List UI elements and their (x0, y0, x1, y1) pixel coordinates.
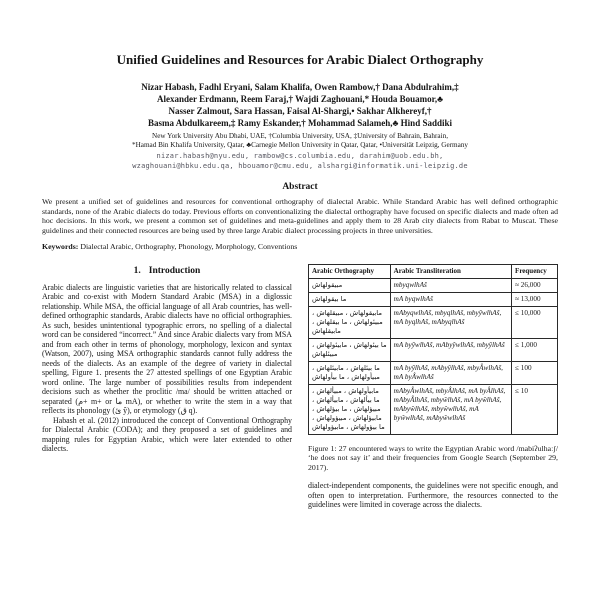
right-column-paragraph: dialect-independent components, the guidelines were not specific enough, and often open to interpretation. Furthermore, the resources connected to the guidelines were limited in coverage across the dialects. (308, 481, 558, 510)
arabic-transliteration-cell: mAbyqwlhAš, mbyqlhAš, mbyŷwlhAš, mA byqlhAš, mAbyqlhAš (390, 306, 511, 338)
abstract-text: We present a unified set of guidelines and resources for conventional orthography of dialectal Arabic. While Standard Arabic has well defined orthographic standards, none of the Arabic dialects do today. Previous efforts on conventionalizing the dialectal orthography have focused on specific dialects and made often ad hoc decisions. In this work, we present a common set of guidelines and meta-guidelines and apply them to 28 Arab city dialects from Rabat to Muscat. These guidelines and their connected resources are being used by three large Arabic dialect processing projects in three universities. (42, 197, 558, 235)
section-title: Introduction (148, 265, 201, 276)
arabic-orthography-cell: مابيأولهاش ، مبيألهاش ، ما بيألهاش ، مابيألهاش ، مبيؤلهاش ، ما بيؤلهاش ، مابيؤلهاش ، مبيؤولهاش ، ما بيؤولهاش ، مابيؤولهاش (309, 384, 391, 434)
email-line: wzaghouani@hbku.edu.qa, hbouamor@cmu.edu, alshargi@informatik.uni-leipzig.de (132, 161, 468, 170)
intro-paragraph-2: Habash et al. (2012) introduced the concept of Conventional Orthography for Dialectal Arabic (CODA); and they proposed a set of guidelines and mapping rules for Egyptian Arabic, which were later extended to other dialects. (42, 415, 292, 454)
email-line: nizar.habash@nyu.edu, rambow@cs.columbia.edu, darahim@uob.edu.bh, (156, 152, 444, 160)
arabic-orthography-cell: مبيقولهاش (309, 278, 391, 292)
arabic-transliteration-cell: mA byqwlhAš (390, 292, 511, 306)
two-column-body (42, 264, 558, 510)
header-frequency: Frequency (512, 264, 558, 278)
paper-title: Unified Guidelines and Resources for Arabic Dialect Orthography (116, 52, 484, 67)
author-line: Basma Abdulkareem,‡ Ramy Eskander,† Mohammad Salameh,♣ Hind Saddiki (148, 118, 452, 128)
left-column (42, 264, 292, 510)
author-line: Alexander Erdmann, Reem Faraj,† Wajdi Zaghouani,* Houda Bouamor,♣ (156, 94, 444, 104)
arabic-orthography-cell: ما بيقولهاش (309, 292, 391, 306)
table-row (309, 361, 558, 384)
section-number: 1. (133, 265, 141, 276)
frequency-cell: ≤ 1,000 (512, 338, 558, 361)
figure1-table (308, 264, 558, 435)
frequency-cell: ≤ 100 (512, 361, 558, 384)
table-header-row (309, 264, 558, 278)
frequency-cell: ≤ 10,000 (512, 306, 558, 338)
abstract-heading: Abstract (282, 182, 318, 192)
arabic-orthography-cell: مابيقولهاش ، مبيقلهاش ، مبيئولهاش ، ما بيقلهاش ، مابيقلهاش (309, 306, 391, 338)
frequency-cell: ≈ 26,000 (512, 278, 558, 292)
email-block (42, 152, 558, 171)
arabic-transliteration-cell: mA byŷlhAš, mAbyŷlhAš, mbyÂwlhAš, mA byÂwlhAš (390, 361, 511, 384)
affiliation-line: *Hamad Bin Khalifa University, Qatar, ♣Carnegie Mellon University in Qatar, Qatar, •Universität Leipzig, Germany (131, 141, 469, 149)
arabic-transliteration-cell: mA byŷwlhAš, mAbyŷwlhAš, mbyŷlhAš (390, 338, 511, 361)
table-row (309, 306, 558, 338)
arabic-orthography-cell: ما بيئولهاش ، مابيئولهاش ، مبيئلهاش (309, 338, 391, 361)
right-column (308, 264, 558, 510)
affiliation-line: New York University Abu Dhabi, UAE, †Columbia University, USA, ‡University of Bahrain, Bahrain, (152, 132, 448, 140)
author-block (42, 81, 558, 129)
header-arabic-transliteration: Arabic Transliteration (390, 264, 511, 278)
arabic-transliteration-cell: mbyqwlhAš (390, 278, 511, 292)
keywords-text: Dialectal Arabic, Orthography, Phonology, Morphology, Conventions (78, 242, 298, 252)
section-heading-introduction (42, 266, 292, 276)
author-line: Nizar Habash, Fadhl Eryani, Salam Khalifa, Owen Rambow,† Dana Abdulrahim,‡ (141, 82, 459, 92)
keywords-label: Keywords: (42, 242, 79, 252)
keywords-line (42, 242, 558, 252)
table-row (309, 338, 558, 361)
arabic-transliteration-cell: mAbyÂwlhAš, mbyÂlhAš, mA byÂlhAš, mAbyÂlhAš, mbyŵlhAš, mA byŵlhAš, mAbyŵlhAš, mbyŵwlhAš, mA byŵwlhAš, mAbyŵwlhAš (390, 384, 511, 434)
frequency-cell: ≈ 13,000 (512, 292, 558, 306)
table-row (309, 384, 558, 434)
figure1-caption: Figure 1: 27 encountered ways to write the Egyptian Arabic word /mabiʔulhaːʃ/ ‘he does not say it’ and their frequencies from Google Search (September 29, 2017). (308, 443, 558, 472)
table-row (309, 292, 558, 306)
frequency-cell: ≤ 10 (512, 384, 558, 434)
intro-paragraph-1: Arabic dialects are linguistic varieties that are historically related to classical Arabic and co-exist with Modern Standard Arabic (MSA) in a diglossic relationship. While MSA, the official language of all Arab countries, has well-defined orthographic standards, Arabic dialects have no official orthographies. As such, besides unintentional typographic errors, no spelling of a dialectal word can be considered “incorrect.” And since Arabic dialects vary from MSA and from each other in terms of phonology, morphology, lexicon and syntax (Watson, 2007), using MSA orthographic standards cannot fully address the needs of the dialects. As an example of the degree of variety in dialectal spelling, Figure 1. presents the 27 attested spellings of one Egyptian Arabic word online. The large number of possibilities results from independent decisions such as whether the proclitic /ma/ should be written attached or separated (م+ m+ or ما mA), or whether to write the stem in a way that reflects its phonology (ئ ŷ), or etymology (ق q). (42, 282, 293, 416)
affiliation-block (42, 132, 558, 150)
author-line: Nasser Zalmout, Sara Hassan, Faisal Al-Shargi,• Sakhar Alkhereyf,† (168, 106, 432, 116)
header-arabic-orthography: Arabic Orthography (309, 264, 391, 278)
arabic-orthography-cell: ما بيئلهاش ، مابيئلهاش ، مبيأولهاش ، ما بيأولهاش (309, 361, 391, 384)
table-row (309, 278, 558, 292)
